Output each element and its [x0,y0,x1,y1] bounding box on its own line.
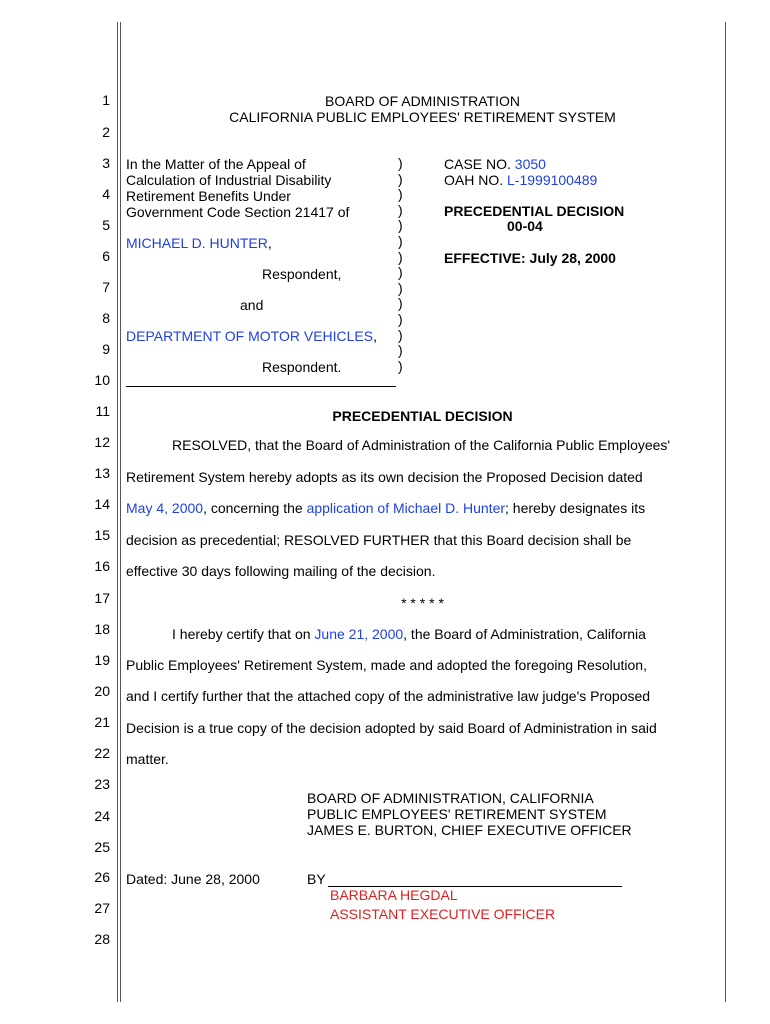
and-label: and [240,297,264,313]
case-number-label: CASE NO. [444,156,515,172]
caption-paren: ) [398,295,403,312]
case-number-value: 3050 [514,156,546,172]
line-number: 3 [102,155,110,171]
paragraph-1-line-4: decision as precedential; RESOLVED FURTHER that this Board decision shall be [126,532,632,548]
caption-paren: ) [398,155,403,171]
line-number: 17 [94,590,110,606]
caption-paren: ) [398,201,403,218]
line-number: 4 [102,186,110,202]
party-2-name: DEPARTMENT OF MOTOR VEHICLES [126,328,374,344]
respondent-1-label: Respondent, [262,266,342,282]
line-number: 8 [102,310,110,326]
dated-line: Dated: June 28, 2000 [126,871,260,887]
precedential-decision-number: 00-04 [507,218,543,234]
line-number: 6 [102,248,110,264]
line-number: 14 [94,496,110,512]
caption-paren: ) [398,311,403,327]
line-number: 16 [94,558,110,574]
caption-paren: ) [398,170,403,187]
paragraph-2-line-4: Decision is a true copy of the decision adopted by said Board of Administration in said [126,720,657,736]
caption-paren: ) [398,342,403,359]
matter-line-4: Government Code Section 21417 of [126,204,350,220]
paragraph-1-line-1: RESOLVED, that the Board of Administration of the California Public Employees' [172,437,671,453]
matter-line-2: Calculation of Industrial Disability [126,172,332,188]
paragraph-2-line-1 [172,626,646,642]
caption-paren: ) [398,248,403,265]
line-number: 9 [102,341,110,357]
p1-line3-mid: , concerning the [203,500,307,516]
line-number: 25 [94,839,110,855]
line-number: 28 [94,931,110,947]
line-number: 5 [102,217,110,233]
line-number: 15 [94,527,110,543]
signer-title: ASSISTANT EXECUTIVE OFFICER [330,906,556,922]
precedential-decision-label: PRECEDENTIAL DECISION [444,203,625,219]
margin-rule-left-2 [120,22,121,1002]
decision-title: PRECEDENTIAL DECISION [332,408,513,424]
proposed-decision-date: May 4, 2000 [126,500,204,516]
application-link: application of Michael D. Hunter [306,500,506,516]
caption-paren: ) [398,186,403,203]
caption-paren: ) [398,233,403,249]
line-number: 24 [94,808,110,824]
line-number: 12 [94,434,110,450]
caption-paren: ) [398,279,403,296]
line-number: 26 [94,869,110,885]
line-number: 2 [102,124,110,140]
line-number: 11 [95,403,110,419]
line-number: 20 [94,683,110,699]
line-number: 27 [94,900,110,916]
paragraph-2-line-5: matter. [126,751,169,767]
adoption-date: June 21, 2000 [314,626,404,642]
p2-line1-start: I hereby certify that on [172,626,315,642]
respondent-2-label: Respondent. [262,359,342,375]
caption-paren: ) [398,326,403,343]
signature-block-line-2: PUBLIC EMPLOYEES' RETIREMENT SYSTEM [307,806,607,822]
p2-line1-end: , the Board of Administration, California [403,626,646,642]
line-number: 23 [94,776,110,792]
margin-rule-right [725,22,726,1002]
line-number: 1 [102,92,110,108]
case-number [444,156,546,172]
oah-number [444,172,597,188]
header-line-2: CALIFORNIA PUBLIC EMPLOYEES' RETIREMENT SYSTEM [229,109,616,125]
signature-block-line-1: BOARD OF ADMINISTRATION, CALIFORNIA [307,790,594,806]
oah-number-label: OAH NO. [444,172,508,188]
paragraph-1-line-5: effective 30 days following mailing of the decision. [126,563,436,579]
matter-line-1: In the Matter of the Appeal of [126,156,306,172]
matter-line-3: Retirement Benefits Under [126,188,291,204]
signer-name: BARBARA HEGDAL [330,887,458,903]
line-number: 18 [94,621,110,637]
caption-paren: ) [398,217,403,234]
party-1-name: MICHAEL D. HUNTER [126,235,268,251]
signature-block-line-3: JAMES E. BURTON, CHIEF EXECUTIVE OFFICER [307,822,632,838]
caption-underline [126,386,396,387]
caption-paren: ) [398,357,403,374]
line-number: 10 [94,372,110,388]
line-number: 13 [94,465,110,481]
caption-paren: ) [398,264,403,281]
line-number: 19 [94,652,110,668]
margin-rule-left-1 [117,22,118,1002]
party-2 [126,328,377,344]
line-number: 21 [94,714,110,730]
paragraph-2-line-2: Public Employees' Retirement System, made and adopted the foregoing Resolution, [126,657,647,673]
line-number: 22 [94,745,110,761]
party-1-suffix: , [267,235,272,251]
effective-date: EFFECTIVE: July 28, 2000 [444,250,616,266]
p1-line3-end: ; hereby designates its [505,500,646,516]
oah-number-value: L-1999100489 [507,172,598,188]
header-line-1: BOARD OF ADMINISTRATION [325,93,520,109]
section-separator-stars: * * * * * [401,595,444,611]
line-number: 7 [102,279,110,295]
by-label: BY [307,871,326,887]
paragraph-1-line-2: Retirement System hereby adopts as its own decision the Proposed Decision dated [126,469,643,485]
party-2-suffix: , [373,328,378,344]
party-1 [126,235,272,251]
paragraph-1-line-3 [126,500,645,516]
paragraph-2-line-3: and I certify further that the attached copy of the administrative law judge's Proposed [126,688,651,704]
